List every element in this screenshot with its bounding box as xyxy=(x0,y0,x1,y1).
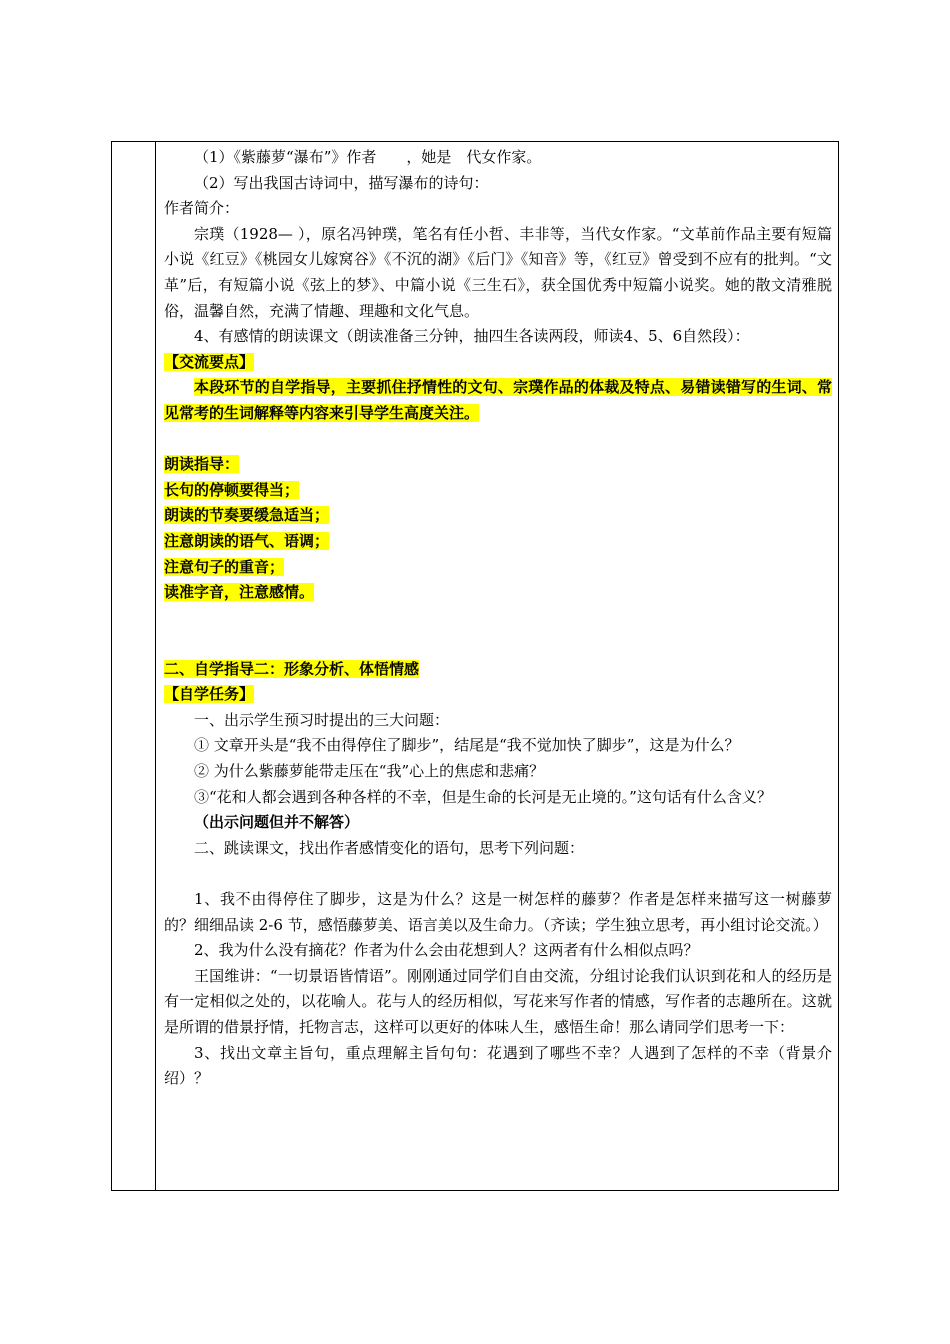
column-divider xyxy=(155,142,156,1190)
spacer xyxy=(164,606,832,657)
reading-guide-item-3: 注意朗读的语气、语调； xyxy=(164,531,330,550)
reading-guide-title: 朗读指导： xyxy=(164,455,240,474)
skim-instruction: 二、跳读课文，找出作者感情变化的语句，思考下列问题： xyxy=(194,838,585,857)
reading-guide-item-4: 注意句子的重音； xyxy=(164,557,285,576)
discussion-item-3: 3、找出文章主旨句，重点理解主旨句句：花遇到了哪些不幸？人遇到了怎样的不幸（背景介绍）？ xyxy=(164,1043,832,1088)
question-1: （1）《紫藤萝“瀑布”》作者 ，她是 代女作家。 xyxy=(194,148,542,166)
author-heading: 作者简介： xyxy=(164,199,240,218)
reading-guide-item-line xyxy=(164,503,832,529)
question-2: （2）写出我国古诗词中，描写瀑布的诗句： xyxy=(194,173,489,192)
reading-guide-item-line xyxy=(164,555,832,581)
reading-guide-item-line xyxy=(164,529,832,555)
reading-guide-item-line xyxy=(164,580,832,606)
show-questions-intro: 一、出示学生预习时提出的三大问题： xyxy=(194,710,450,729)
reading-guide-item-1: 长句的停顿要得当； xyxy=(164,480,300,499)
self-study-task-tag: 【自学任务】 xyxy=(164,685,255,704)
reading-guide-item-line xyxy=(164,478,832,504)
wang-guowei-paragraph: 王国维讲：“一切景语皆情语”。刚刚通过同学们自由交流，分组讨论我们认识到花和人的经历是有一定相似之处的，以花喻人。花与人的经历相似，写花来写作者的情感，写作者的志趣所在。这就是所谓的借景抒情，托物言志，这样可以更好的体味人生，感悟生命！那么请同学们思考一下： xyxy=(164,966,832,1036)
preview-question-3: ③“花和人都会遇到各种各样的不幸，但是生命的长河是无止境的。”这句话有什么含义？ xyxy=(194,787,772,806)
author-bio: 宗璞（1928— ），原名冯钟璞，笔名有任小哲、丰非等，当代女作家。“文革前作品主要有短篇小说《红豆》《桃园女儿嫁窝谷》《不沉的湖》《后门》《知音》等，《红豆》曾受到不应有的批判。“文革”后，有短篇小说《弦上的梦》、中篇小说《三生石》，获全国优秀中短篇小说奖。她的散文清雅脱俗，温馨自然，充满了情趣、理趣和文化气息。 xyxy=(164,224,832,320)
no-answer-note: （出示问题但并不解答） xyxy=(194,813,360,832)
exchange-points-text: 本段环节的自学指导，主要抓住抒情性的文句、宗璞作品的体裁及特点、易错读错写的生词、常见常考的生词解释等内容来引导学生高度关注。 xyxy=(164,378,832,422)
spacer xyxy=(164,427,832,453)
exchange-points-tag-line xyxy=(164,350,832,376)
reading-guide-item-2: 朗读的节奏要缓急适当； xyxy=(164,506,330,525)
reading-guide-item-5: 读准字音，注意感情。 xyxy=(164,583,315,602)
spacer xyxy=(164,861,832,887)
content-cell xyxy=(164,145,832,1092)
section-2-title: 二、自学指导二：形象分析、体悟情感 xyxy=(164,659,420,678)
discussion-item-1: 1、我不由得停住了脚步，这是为什么？这是一树怎样的藤萝？作者是怎样来描写这一树藤萝的？细细品读 2-6 节，感悟藤萝美、语言美以及生命力。（齐读；学生独立思考，再小组讨论交流。） xyxy=(164,890,832,934)
read-aloud-instruction: 4、有感情的朗读课文（朗读准备三分钟，抽四生各读两段，师读4、5、6自然段）： xyxy=(194,327,750,346)
section-2-title-line xyxy=(164,657,832,683)
self-study-task-tag-line xyxy=(164,682,832,708)
preview-question-2: ② 为什么紫藤萝能带走压在“我”心上的焦虑和悲痛？ xyxy=(194,762,545,781)
discussion-item-2: 2、我为什么没有摘花？作者为什么会由花想到人？这两者有什么相似点吗？ xyxy=(194,941,699,960)
reading-guide-title-line xyxy=(164,452,832,478)
exchange-points-text-line xyxy=(164,375,832,426)
preview-question-1: ① 文章开头是“我不由得停住了脚步”，结尾是“我不觉加快了脚步”，这是为什么？ xyxy=(194,736,740,755)
exchange-points-tag: 【交流要点】 xyxy=(164,352,255,371)
lesson-table xyxy=(111,141,839,1191)
